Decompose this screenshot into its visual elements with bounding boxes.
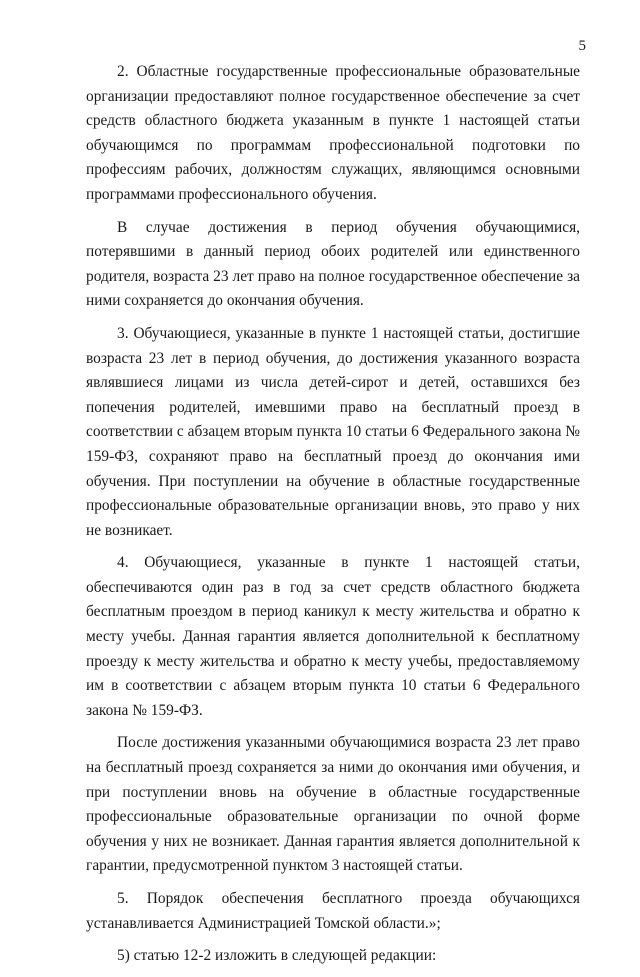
document-body: [86, 60, 580, 977]
page-number: 5: [578, 38, 586, 54]
paragraph-age-23-full-support: В случае достижения в период обучения обучающимися, потерявшими в данный период обоих родителей или единственного родителя, возраста 23 лет право на полное государственное обеспечение за ними сохраняется до окончания обучения.: [86, 218, 580, 310]
paragraph-item-5: 5. Порядок обеспечения бесплатного проезда обучающихся устанавливается Администрацией Томской области.»;: [86, 890, 580, 932]
paragraph-age-23-free-travel: После достижения указанными обучающимися возраста 23 лет право на бесплатный проезд сохраняется за ними до окончания ими обучения, и при поступлении вновь на обучение в областные государственные профессиональные образовательные организации по очной форме обучения у них не возникает. Данная гарантия является дополнительной к гарантии, предусмотренной пунктом 3 настоящей статьи.: [86, 734, 580, 875]
paragraph-item-3: 3. Обучающиеся, указанные в пункте 1 настоящей статьи, достигшие возраста 23 лет в период обучения, до достижения указанного возраста являвшиеся лицами из числа детей-сирот и детей, оставшихся без попечения родителей, имевшими право на бесплатный проезд в соответствии с абзацем вторым пункта 10 статьи 6 Федерального закона № 159-ФЗ, сохраняют право на бесплатный проезд до окончания ими обучения. При поступлении на обучение в областные государственные профессиональные образовательные организации вновь, это право у них не возникает.: [86, 324, 580, 539]
paragraph-article-12-2: 5) статью 12-2 изложить в следующей редакции:: [117, 947, 437, 965]
paragraph-item-2: 2. Областные государственные профессиональные образовательные организации предоставляют полное государственное обеспечение за счет средств областного бюджета указанным в пункте 1 настоящей статьи обучающимся по программам профессиональной подготовки по профессиям рабочих, должностям служащих, являющимся основными программами профессионального обучения.: [86, 63, 580, 203]
paragraph-item-4: 4. Обучающиеся, указанные в пункте 1 настоящей статьи, обеспечиваются один раз в год за счет средств областного бюджета бесплатным проездом в период каникул к месту жительства и обратно к месту учебы. Данная гарантия является дополнительной к бесплатному проезду к месту жительства и обратно к месту учебы, предоставляемому им в соответствии с абзацем вторым пункта 10 статьи 6 Федерального закона № 159-ФЗ.: [86, 554, 580, 719]
